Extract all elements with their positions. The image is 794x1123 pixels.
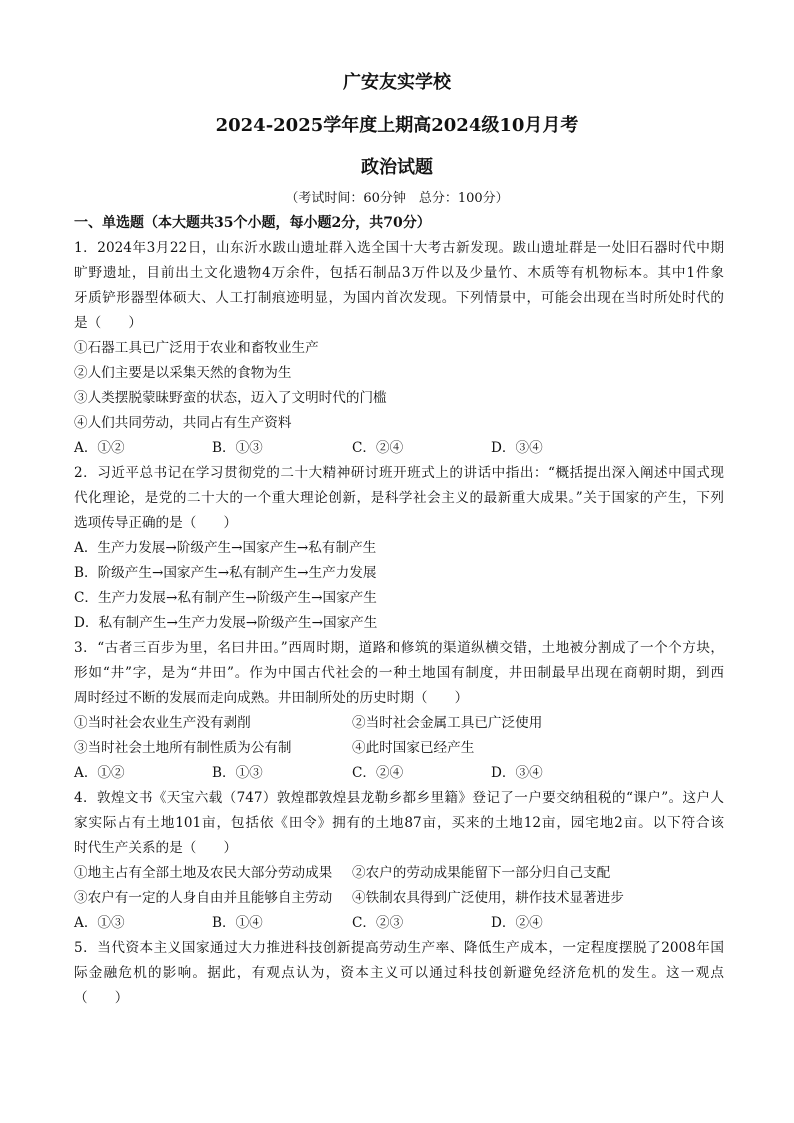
question-stem-line: 旷野遗址，目前出土文化遗物4万余件，包括石制品3万件以及少量竹、木质等有机物标本。其中1件象 — [74, 265, 724, 281]
statement: ④人们共同劳动，共同占有生产资料 — [74, 415, 292, 431]
school-title: 广安友实学校 — [343, 72, 451, 93]
option-c[interactable]: C．②④ — [352, 440, 404, 456]
option-d[interactable]: D．③④ — [491, 765, 543, 781]
question-stem-line: 代化理论，是党的二十大的一个重大理论创新，是科学社会主义的最新重大成果。”关于国家的产生，下列 — [74, 490, 724, 506]
question-stem-line: 是（ ） — [74, 315, 142, 331]
question-stem-line: 形如“井”字，是为“井田”。作为中国古代社会的一种土地国有制度，井田制最早出现在商朝时期，到西 — [74, 665, 724, 681]
statement: ④此时国家已经产生 — [352, 740, 475, 756]
question-stem-line: 4．敦煌文书《天宝六载（747）敦煌郡敦煌县龙勒乡都乡里籍》登记了一户要交纳租税的“课户”。这户人 — [74, 790, 724, 806]
question-stem-line: 5．当代资本主义国家通过大力推进科技创新提高劳动生产率、降低生产成本，一定程度摆脱了2008年国 — [74, 940, 724, 956]
option-a[interactable]: A．①② — [74, 765, 125, 781]
option-a[interactable]: A．①③ — [74, 915, 125, 931]
question-stem-line: 家实际占有土地101亩，包括依《田令》拥有的土地87亩，买来的土地12亩，园宅地2亩。以下符合该 — [74, 815, 724, 831]
statement: ①石器工具已广泛用于农业和畜牧业生产 — [74, 340, 319, 356]
option-c[interactable]: C．②③ — [352, 915, 404, 931]
option-b[interactable]: B．①③ — [212, 440, 263, 456]
section-heading: 一、单选题（本大题共35个小题，每小题2分，共70分） — [74, 215, 431, 231]
exam-name: 2024-2025学年度上期高2024级10月月考 — [215, 115, 579, 136]
statement: ①当时社会农业生产没有剥削 — [74, 715, 251, 731]
subject-title: 政治试题 — [361, 157, 433, 178]
option-b[interactable]: B．①④ — [212, 915, 263, 931]
statement: ③人类摆脱蒙昧野蛮的状态，迈入了文明时代的门槛 — [74, 390, 387, 406]
option-c[interactable]: C．生产力发展→私有制产生→阶级产生→国家产生 — [74, 590, 377, 606]
exam-info: （考试时间：60分钟 总分：100分） — [285, 191, 509, 206]
question-stem-line: 1．2024年3月22日，山东沂水跋山遗址群入选全国十大考古新发现。跋山遗址群是一处旧石器时代中期 — [74, 240, 724, 256]
option-a[interactable]: A．生产力发展→阶级产生→国家产生→私有制产生 — [74, 540, 377, 556]
question-stem-line: 周时经过不断的发展而走向成熟。井田制所处的历史时期（ ） — [74, 690, 469, 706]
statement: ③当时社会土地所有制性质为公有制 — [74, 740, 292, 756]
statement: ④铁制农具得到广泛使用，耕作技术显著进步 — [352, 890, 624, 906]
option-b[interactable]: B．①③ — [212, 765, 263, 781]
option-d[interactable]: D．②④ — [491, 915, 543, 931]
question-stem-line: 牙质铲形器型体硕大、人工打制痕迹明显，为国内首次发现。下列情景中，可能会出现在当时所处时代的 — [74, 290, 724, 306]
option-c[interactable]: C．②④ — [352, 765, 404, 781]
option-d[interactable]: D．③④ — [491, 440, 543, 456]
question-stem-line: 际金融危机的影响。据此，有观点认为，资本主义可以通过科技创新避免经济危机的发生。这一观点 — [74, 965, 724, 981]
question-stem-line: 3．“古者三百步为里，名曰井田。”西周时期，道路和修筑的渠道纵横交错，土地被分割成了一个个方块， — [74, 640, 724, 656]
option-b[interactable]: B．阶级产生→国家产生→私有制产生→生产力发展 — [74, 565, 377, 581]
statement: ②当时社会金属工具已广泛使用 — [352, 715, 543, 731]
question-stem-line: 选项传导正确的是（ ） — [74, 515, 238, 531]
statement: ①地主占有全部土地及农民大部分劳动成果 — [74, 865, 333, 881]
option-d[interactable]: D．私有制产生→生产力发展→阶级产生→国家产生 — [74, 615, 378, 631]
question-stem-line: （ ） — [74, 990, 129, 1006]
statement: ②人们主要是以采集天然的食物为生 — [74, 365, 292, 381]
question-stem-line: 时代生产关系的是（ ） — [74, 840, 238, 856]
statement: ③农户有一定的人身自由并且能够自主劳动 — [74, 890, 333, 906]
option-a[interactable]: A．①② — [74, 440, 125, 456]
question-stem-line: 2．习近平总书记在学习贯彻党的二十大精神研讨班开班式上的讲话中指出：“概括提出深入阐述中国式现 — [74, 465, 724, 481]
statement: ②农户的劳动成果能留下一部分归自己支配 — [352, 865, 611, 881]
